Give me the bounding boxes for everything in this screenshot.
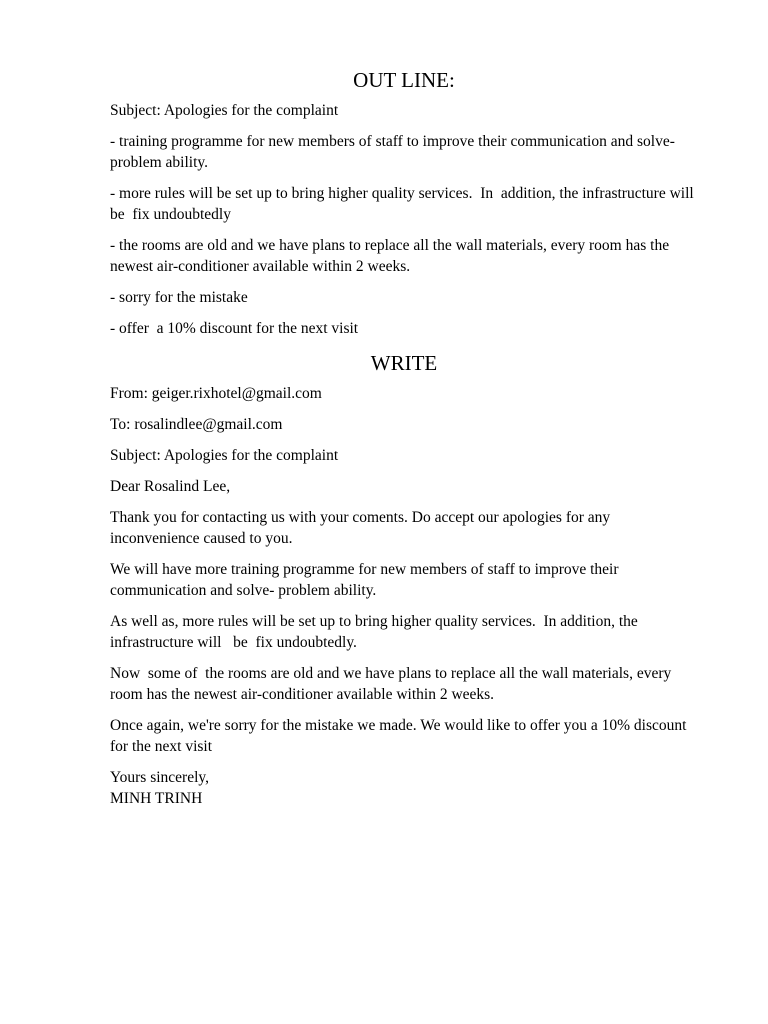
outline-section <box>110 66 706 339</box>
email-greeting: Dear Rosalind Lee, <box>110 478 231 495</box>
write-section <box>110 349 698 809</box>
email-paragraph: Now some of the rooms are old and we have plans to replace all the wall materials, every room has the newest air-conditioner available within 2 weeks. <box>110 665 676 703</box>
email-paragraph: We will have more training programme for new members of staff to improve their communication and solve- problem ability. <box>110 561 623 599</box>
outline-item-discount: - offer a 10% discount for the next visit <box>110 320 359 337</box>
email-from: From: geiger.rixhotel@gmail.com <box>110 385 322 402</box>
email-paragraph: As well as, more rules will be set up to bring higher quality services. In addition, the infrastructure will be fix undoubtedly. <box>110 613 650 651</box>
outline-item-training: - training programme for new members of staff to improve their communication and solve- problem ability. <box>110 133 679 171</box>
email-signoff <box>110 767 698 809</box>
email-closing: Yours sincerely, <box>110 769 210 786</box>
write-heading: WRITE <box>370 351 438 375</box>
outline-subject: Subject: Apologies for the complaint <box>110 102 339 119</box>
email-subject: Subject: Apologies for the complaint <box>110 447 339 464</box>
outline-item-rules: - more rules will be set up to bring higher quality services. In addition, the infrastructure will be fix undoubtedly <box>110 185 706 223</box>
outline-item-rooms: - the rooms are old and we have plans to replace all the wall materials, every room has the newest air-conditioner available within 2 weeks. <box>110 237 673 275</box>
email-paragraph: Once again, we're sorry for the mistake we made. We would like to offer you a 10% discount for the next visit <box>110 717 691 755</box>
outline-item-sorry: - sorry for the mistake <box>110 289 248 306</box>
email-paragraph: Thank you for contacting us with your coments. Do accept our apologies for any inconvenience caused to you. <box>110 509 615 547</box>
email-signature: MINH TRINH <box>110 790 203 807</box>
email-to: To: rosalindlee@gmail.com <box>110 416 283 433</box>
outline-heading: OUT LINE: <box>353 68 455 92</box>
